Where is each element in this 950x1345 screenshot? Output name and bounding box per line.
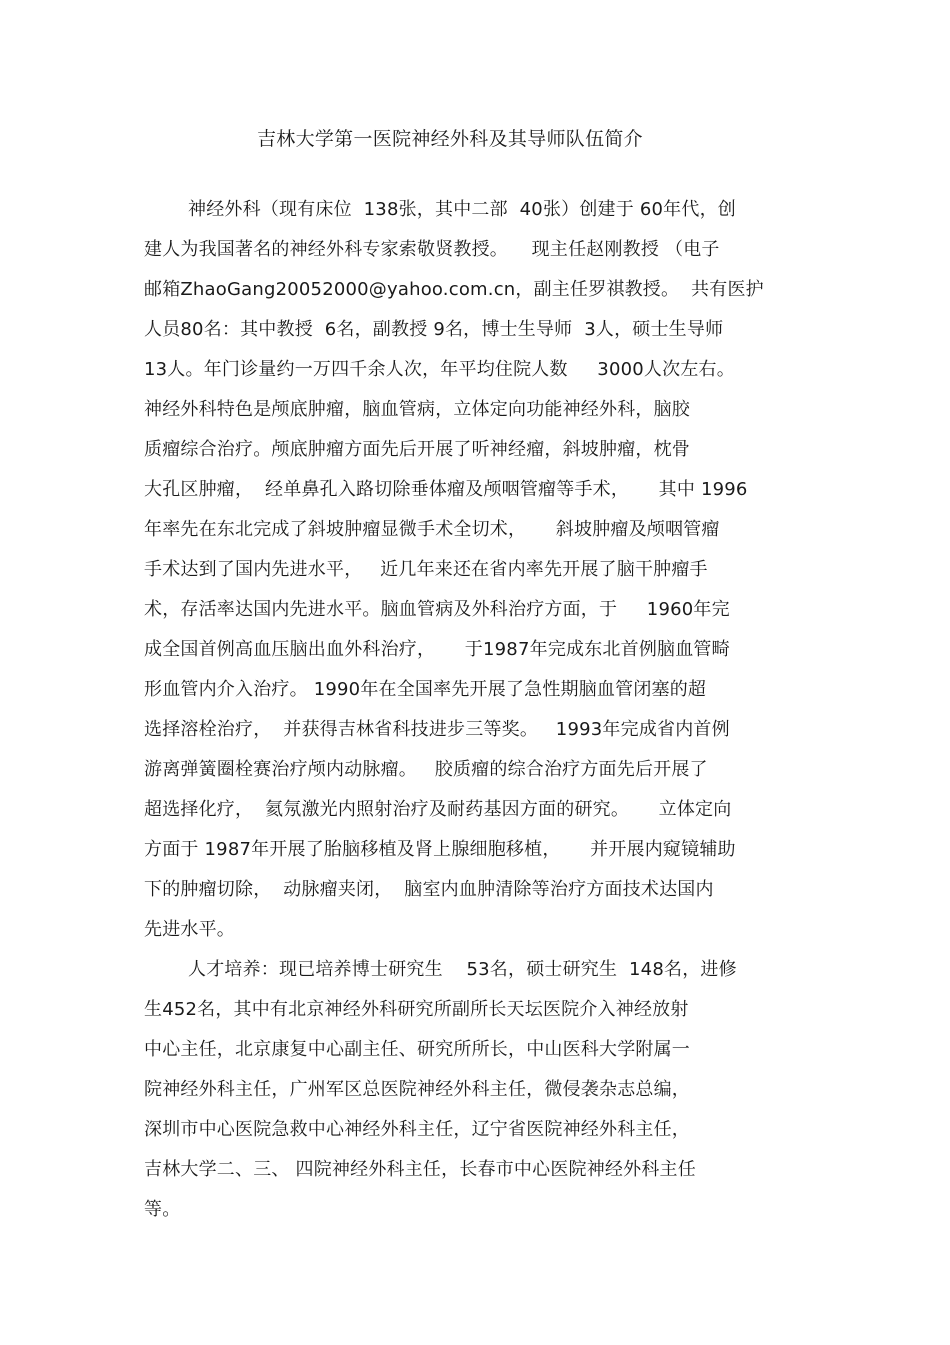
body-line: 成全国首例高血压脑出血外科治疗， 于1987年完成东北首例脑血管畸: [144, 639, 730, 660]
body-line: 神经外科（现有床位 138张，其中二部 40张）创建于 60年代，创: [188, 199, 736, 220]
body-line: 游离弹簧圈栓赛治疗颅内动脉瘤。 胶质瘤的综合治疗方面先后开展了: [144, 759, 708, 780]
body-line: 中心主任，北京康复中心副主任、研究所所长，中山医科大学附属一: [144, 1039, 690, 1060]
body-line: 超选择化疗， 氦氖激光内照射治疗及耐药基因方面的研究。 立体定向: [144, 799, 732, 820]
body-line: 质瘤综合治疗。颅底肿瘤方面先后开展了听神经瘤，斜坡肿瘤，枕骨: [144, 439, 690, 460]
body-line: 深圳市中心医院急救中心神经外科主任，辽宁省医院神经外科主任，: [144, 1119, 690, 1140]
body-line: 选择溶栓治疗， 并获得吉林省科技进步三等奖。 1993年完成省内首例: [144, 719, 730, 740]
document-body: [144, 190, 824, 1230]
body-line: 13人。年门诊量约一万四千余人次，年平均住院人数 3000人次左右。: [144, 359, 735, 380]
body-line: 人才培养：现已培养博士研究生 53名，硕士研究生 148名，进修: [188, 959, 737, 980]
body-line: 院神经外科主任，广州军区总医院神经外科主任，微侵袭杂志总编，: [144, 1079, 690, 1100]
body-line: 年率先在东北完成了斜坡肿瘤显微手术全切术， 斜坡肿瘤及颅咽管瘤: [144, 519, 720, 540]
body-line: 人员80名：其中教授 6名，副教授 9名，博士生导师 3人，硕士生导师: [144, 319, 724, 340]
body-line: 建人为我国著名的神经外科专家索敬贤教授。 现主任赵刚教授 （电子: [144, 239, 720, 260]
body-line: 生452名，其中有北京神经外科研究所副所长天坛医院介入神经放射: [144, 999, 689, 1020]
body-line: 大孔区肿瘤， 经单鼻孔入路切除垂体瘤及颅咽管瘤等手术， 其中 1996: [144, 479, 748, 500]
body-line: 邮箱ZhaoGang20052000@yahoo.com.cn，副主任罗祺教授。 共有医护: [144, 279, 764, 300]
body-line: 神经外科特色是颅底肿瘤，脑血管病，立体定向功能神经外科，脑胶: [144, 399, 690, 420]
body-line: 等。: [144, 1199, 181, 1220]
body-line: 手术达到了国内先进水平， 近几年来还在省内率先开展了脑干肿瘤手: [144, 559, 708, 580]
document-title: 吉林大学第一医院神经外科及其导师队伍简介: [256, 128, 643, 150]
body-line: 方面于 1987年开展了胎脑移植及肾上腺细胞移植， 并开展内窥镜辅助: [144, 839, 736, 860]
body-line: 术，存活率达国内先进水平。脑血管病及外科治疗方面，于 1960年完: [144, 599, 730, 620]
body-line: 下的肿瘤切除， 动脉瘤夹闭， 脑室内血肿清除等治疗方面技术达国内: [144, 879, 714, 900]
body-line: 先进水平。: [144, 919, 235, 940]
body-line: 形血管内介入治疗。 1990年在全国率先开展了急性期脑血管闭塞的超: [144, 679, 707, 700]
body-line: 吉林大学二、三、 四院神经外科主任，长春市中心医院神经外科主任: [144, 1159, 696, 1180]
